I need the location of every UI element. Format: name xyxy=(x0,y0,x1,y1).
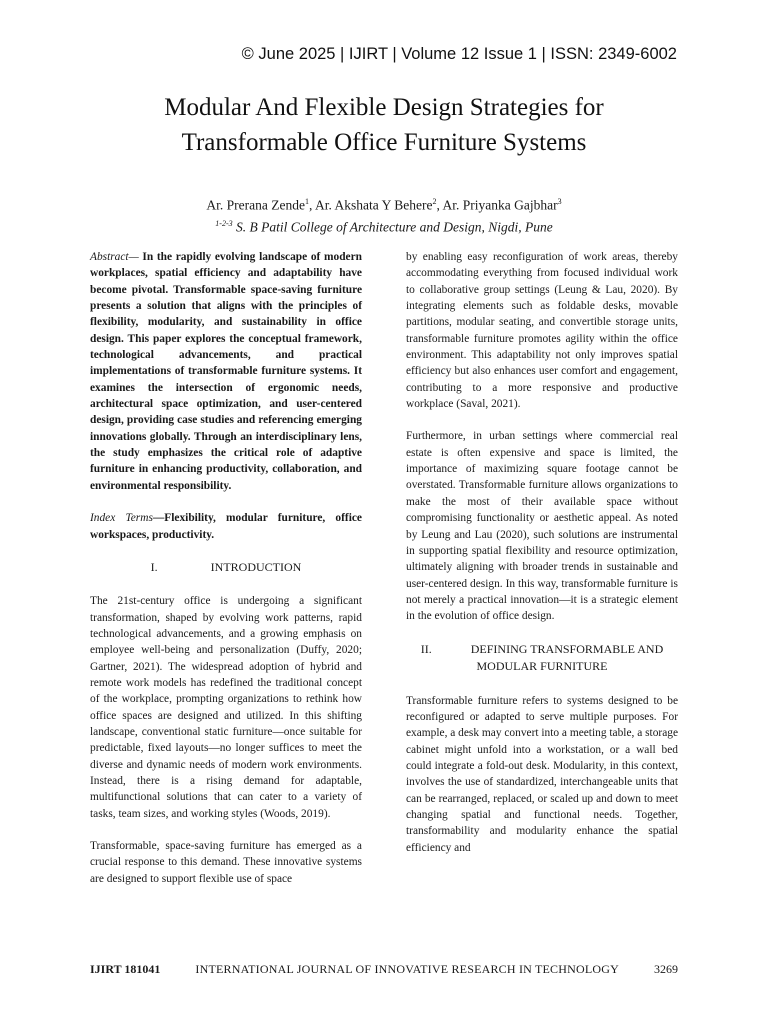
page-footer xyxy=(90,962,678,977)
index-terms-lead: Index Terms xyxy=(90,512,153,525)
affiliation-sup: 1-2-3 xyxy=(215,218,233,228)
title-line-1: Modular And Flexible Design Strategies for xyxy=(164,94,604,121)
index-terms xyxy=(90,510,362,543)
title-line-2: Transformable Office Furniture Systems xyxy=(181,129,587,156)
author-block xyxy=(0,193,768,236)
intro-paragraph-3: by enabling easy reconfiguration of work areas, thereby accommodating everything from focused individual work to collaborative group settings (Leung & Lau, 2020). By integrating elements such as foldable desks, movable partitions, modular seating, and convertible storage units, transformable furniture promotes agility within the office environment. This adaptability not only improves spatial efficiency but also enhances user comfort and engagement, contributing to a more responsive and productive workplace (Saval, 2021). xyxy=(406,251,678,411)
page-number: 3269 xyxy=(654,962,678,976)
affiliation xyxy=(0,215,768,237)
intro-paragraph-4: Furthermore, in urban settings where commercial real estate is often expensive and space is limited, the importance of maximizing square footage cannot be overstated. Transformable furniture allows organizations to make the most of their available space without compromising functionality or aesthetic appeal. As noted by Leung and Lau (2020), such solutions are instrumental in supporting spatial flexibility and resource optimization, ultimately aligning with broader trends in sustainable and user-centered design. In this way, transformable furniture is not merely a practical innovation—it is a strategic element in the evolution of office design. xyxy=(406,430,678,623)
section-2-title-line-2: MODULAR FURNITURE xyxy=(476,658,608,673)
paper-title xyxy=(0,90,768,160)
section-1-number: I. xyxy=(150,559,158,574)
affiliation-text: S. B Patil College of Architecture and Design, Nigdi, Pune xyxy=(232,219,553,234)
author-1-sup: 1 xyxy=(305,197,309,206)
right-column xyxy=(406,249,678,872)
author-2-sup: 2 xyxy=(432,197,437,206)
section-2-number: II. xyxy=(420,641,432,656)
abstract xyxy=(90,249,362,494)
intro-paragraph-1: The 21st-century office is undergoing a significant transformation, shaped by evolving work patterns, rapid technological advancements, and a growing emphasis on employee well-being and personalization (Duffy, 2020; Gartner, 2021). The widespread adoption of hybrid and remote work models has redefined the traditional concept of the workplace, prompting organizations to rethink how office spaces are designed and utilized. In this shifting landscape, conventional static furniture—once suitable for predictable, fixed layouts—no longer suffices to meet the diverse and dynamic needs of modern work environments. Instead, there is a rising demand for adaptable, multifunctional solutions that can cater to a variety of tasks, team sizes, and working styles (Woods, 2019). xyxy=(90,595,362,820)
author-1: Ar. Prerana Zende xyxy=(206,197,305,213)
intro-paragraph-2: Transformable, space-saving furniture has emerged as a crucial response to this demand. These innovative systems are designed to support flexible use of space xyxy=(90,840,362,885)
author-3-sup: 3 xyxy=(557,197,562,206)
section-2-title-line-1: DEFINING TRANSFORMABLE AND xyxy=(470,641,664,656)
journal-name: INTERNATIONAL JOURNAL OF INNOVATIVE RESEARCH IN TECHNOLOGY xyxy=(195,962,619,976)
section-2-paragraph-1: Transformable furniture refers to systems designed to be reconfigured or adapted to serve multiple purposes. For example, a desk may convert into a meeting table, a storage cabinet might unfold into a workstation, or a wall bed could integrate a fold-out desk. Modularity, in this context, involves the use of standardized, interchangeable units that can be rearranged, replaced, or scaled up and down to meet changing spatial and functional needs. Together, transformability and modularity enhance the spatial efficiency and xyxy=(406,694,679,854)
paper-code: IJIRT 181041 xyxy=(90,962,161,976)
section-1-heading xyxy=(90,559,362,575)
author-list xyxy=(0,193,768,215)
author-2: , Ar. Akshata Y Behere xyxy=(309,197,433,213)
author-3: , Ar. Priyanka Gajbhar xyxy=(436,197,558,213)
section-2-heading xyxy=(406,641,678,675)
section-1-title: INTRODUCTION xyxy=(210,559,302,574)
journal-header: © June 2025 | IJIRT | Volume 12 Issue 1 | ISSN: 2349-6002 xyxy=(241,45,677,63)
left-column xyxy=(90,249,362,903)
index-terms-text: —Flexibility, modular furniture, office workspaces, productivity. xyxy=(90,512,362,541)
abstract-text: In the rapidly evolving landscape of modern workplaces, spatial efficiency and adaptability have become pivotal. Transformable space-saving furniture presents a solution that aligns with the principles of flexibility, modularity, and sustainability in office design. This paper explores the conceptual framework, technological advancements, and practical implementations of transformable furniture systems. It examines the intersection of ergonomic needs, architectural space optimization, and user-centered design, providing case studies and referencing emerging innovations globally. Through an interdisciplinary lens, the study emphasizes the critical role of adaptive furniture in enhancing productivity, collaboration, and environmental responsibility. xyxy=(90,251,362,492)
abstract-lead: Abstract— xyxy=(90,251,139,263)
